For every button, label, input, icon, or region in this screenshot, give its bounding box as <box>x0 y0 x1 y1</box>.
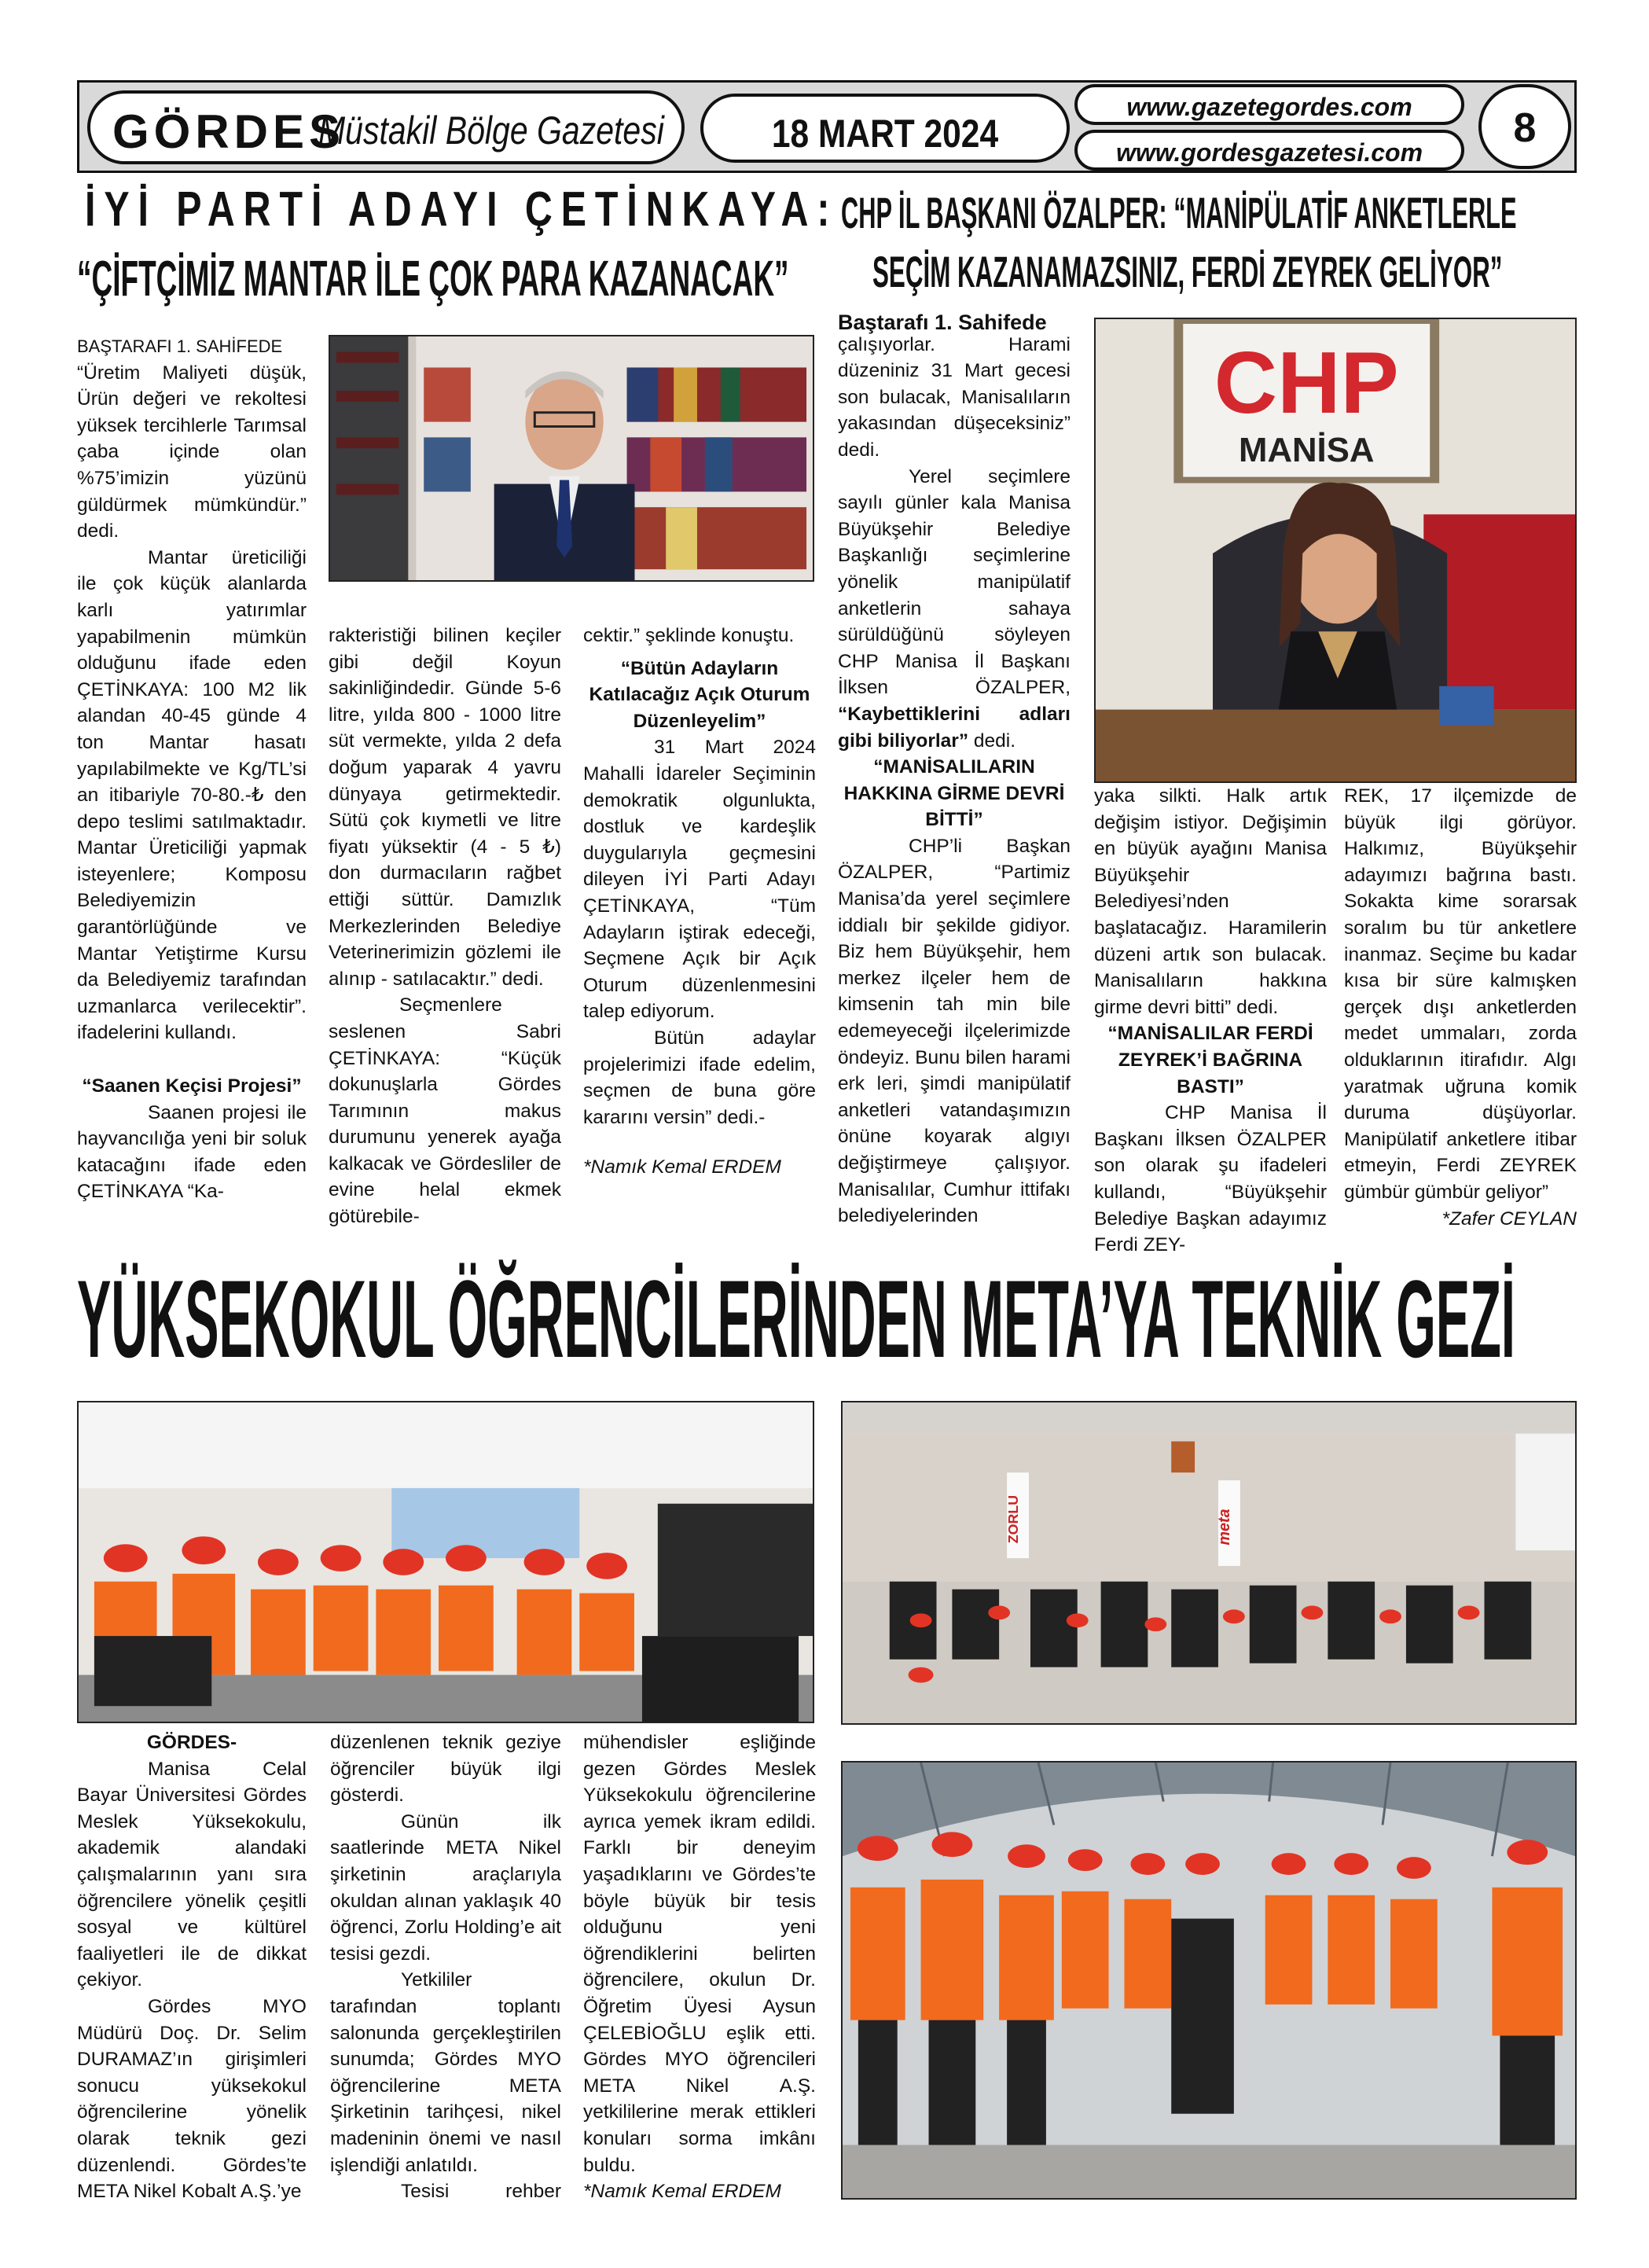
article3-paragraph: düzenlenen teknik geziye öğrenciler büyük ilgi gösterdi. <box>330 1732 561 1807</box>
article1-col3 <box>583 623 816 1181</box>
page-number-pill <box>1478 84 1571 169</box>
masthead <box>77 80 1577 173</box>
url-pill-2 <box>1074 130 1464 171</box>
url-pill-1 <box>1074 84 1464 125</box>
article2-text: dedi. <box>973 730 1016 752</box>
article2-text: Yerel seçimlere sayılı günler kala Manisa Büyükşehir Belediye Başkanlığı seçimlerine yönelik manipülatif anketlerin sahaya sürüldüğünü söyleyen CHP Manisa İl Başkanı İlksen ÖZALPER, <box>838 465 1071 699</box>
article3-dateline: GÖRDES- <box>146 1732 237 1753</box>
brand-name: GÖRDES <box>112 105 346 158</box>
article3-paragraph: Tesisi rehber <box>401 2181 561 2203</box>
article3-photo-control-room <box>77 1401 814 1723</box>
article2-col1 <box>838 310 1071 1230</box>
article1-paragraph: “Üretim Maliyeti düşük, Ürün değeri ve rekoltesi yüksek tercihlerle Tarımsal çaba içinde olan %75’imizin yüzünü güldürmek mümkündür.” dedi. <box>77 362 307 542</box>
article2-headline-line2: SEÇİM KAZANAMAZSINIZ, FERDİ ZEYREK GELİYOR” <box>872 247 1503 296</box>
article2-signature: *Zafer CEYLAN <box>1441 1208 1577 1230</box>
article2-quote-bold: “Kaybettiklerini adları gibi biliyorlar” <box>838 703 1071 752</box>
zorlu-banner-text: ZORLU <box>1004 1494 1022 1544</box>
article2-paragraph <box>838 464 1071 755</box>
article3-paragraph: mühendisler eşliğinde gezen Gördes Meslek Yüksekokulu öğrencilerine ayrıca yemek ikram edildi. Farklı bir deneyim yaşadıklarını ve Gördes’te böyle büyük bir tesis olduğunu yeni öğrendiklerini belirten öğrencilere, okulun Dr. Öğretim Üyesi Aysun ÇELEBİOĞLU eşlik etti. Gördes MYO öğrencileri META Nikel A.Ş. yetkililerine merak ettikleri konuları sorma imkânı buldu. <box>583 1732 816 2176</box>
article1-signature: *Namık Kemal ERDEM <box>583 1156 781 1178</box>
article1-col2 <box>329 623 561 1230</box>
article3-paragraph: Yetkililer tarafından toplantı salonunda gerçekleştirilen sunumda; Gördes MYO öğrencilerine META Şirketinin tarihçesi, nikel madeninin önemi ve nasıl işlendiği anlatıldı. <box>330 1969 561 2176</box>
article2-paragraph: yaka silkti. Halk artık değişim istiyor. Değişimin en büyük ayağını Manisa Büyükşehir Belediyesi’nden başlatacağız. Haramilerin düzeni artık son bulacak. Manisalıların hakkına girme devri bitti” dedi. <box>1094 785 1327 1018</box>
article1-photo <box>329 335 814 582</box>
issue-date: 18 MART 2024 <box>771 112 999 156</box>
article1-subheading: “Bütün Adayların Katılacağız Açık Oturum Düzenleyelim” <box>589 657 810 732</box>
article2-paragraph: CHP’li Başkan ÖZALPER, “Partimiz Manisa’da yerel seçimlere iddialı bir şekilde gidiyor. Biz hem Büyükşehir, hem merkez ilçeler hem de kimsenin tah min bile edemeyeceği ilçelerimizde öndeyiz. Bunu bilen harami erk leri, şimdi manipülatif anketleri vatandaşımızın önüne koyarak algıyı değiştirmeye çalışıyor. Manisalılar, Cumhur ittifakı belediyelerinden <box>838 835 1071 1227</box>
article1-paragraph: Seçmenlere seslenen Sabri ÇETİNKAYA: “Küçük dokunuşlarla Gördes Tarımının makus durumunu yenerek ayağa kalkacak ve Gördesliler de evine helal ekmek götürebile- <box>329 994 561 1228</box>
article1-paragraph: Saanen projesi ile hayvancılığa yeni bir soluk katacağını ifade eden ÇETİNKAYA “Ka- <box>77 1101 307 1203</box>
article2-paragraph: çalışıyorlar. Harami düzeniniz 31 Mart gecesi son bulacak, Manisalıların yakasından düşeceksiniz” dedi. <box>838 333 1071 461</box>
article1-paragraph: cektir.” şeklinde konuştu. <box>583 625 795 646</box>
article2-col2 <box>1094 783 1327 1259</box>
page-number: 8 <box>1513 105 1537 151</box>
date-pill <box>700 94 1070 163</box>
chp-logo-text: CHP <box>1214 333 1399 432</box>
website-url-2[interactable]: www.gordesgazetesi.com <box>1115 138 1423 167</box>
article3-paragraph: Manisa Celal Bayar Üniversitesi Gördes Meslek Yüksekokulu, akademik alandaki çalışmalarının yanı sıra öğrencilere yönelik çeşitli sosyal ve kültürel faaliyetleri ile de dikkat çekiyor. <box>77 1758 307 1991</box>
article1-subheading: “Saanen Keçisi Projesi” <box>82 1075 302 1097</box>
article1-headline: “ÇİFTÇİMİZ MANTAR İLE ÇOK PARA KAZANACAK” <box>77 250 789 307</box>
article2-paragraph: CHP Manisa İl Başkanı İlksen ÖZALPER son olarak şu ifadeleri kullandı, “Büyükşehir Belediye Başkan adayımız Ferdi ZEY- <box>1094 1102 1327 1256</box>
article2-subheading: “MANİSALILAR FERDİ ZEYREK’İ BAĞRINA BASTI” <box>1107 1023 1313 1097</box>
article3-photo-group <box>841 1761 1577 2200</box>
article3-col2 <box>330 1729 561 2205</box>
article1-continued-note: BAŞTARAFI 1. SAHİFEDE <box>77 336 283 356</box>
article1-col1 <box>77 333 307 1205</box>
article3-col3 <box>583 1729 816 2205</box>
brand-subtitle: Müstakil Bölge Gazetesi <box>318 108 664 153</box>
article2-paragraph: REK, 17 ilçemizde de büyük ilgi görüyor. Halkımız, Büyükşehir adayımızı bağrına bastı. Sokakta kime sorarsak soralım bu tür anketlere inanmaz. Seçime bu kadar kısa bir süre kalmışken gerçek dışı anketlerden medet ummaları, zorda olduklarının itirafıdır. Algı yaratmak uğruna komik duruma düşüyorlar. Manipülatif anketlere itibar etmeyin, Ferdi ZEYREK gümbür gümbür geliyor” <box>1344 785 1577 1203</box>
brand-pill <box>87 90 685 164</box>
article1-paragraph: Bütün adaylar projelerimizi ifade edelim, seçmen de buna göre kararını versin” dedi.- <box>583 1027 816 1128</box>
article3-photo-conference-room <box>841 1401 1577 1725</box>
article1-paragraph: 31 Mart 2024 Mahalli İdareler Seçiminin demokratik olgunlukta, dostluk ve kardeşlik duygularıyla geçmesini dileyen İYİ Parti Adayı ÇETİNKAYA, “Tüm Adayların iştirak edeceği, Seçmene Açık bir Açık Oturum düzenlenmesini talep ediyorum. <box>583 737 816 1023</box>
article3-paragraph: Günün ilk saatlerinde META Nikel şirketinin araçlarıyla okuldan alınan yaklaşık 40 öğrenci, Zorlu Holding’e ait tesisi gezdi. <box>330 1810 561 1965</box>
article3-signature: *Namık Kemal ERDEM <box>583 2181 781 2203</box>
article1-paragraph: rakteristiği bilinen keçiler gibi değil Koyun sakinliğindedir. Günde 5-6 litre, yılda 800 - 1000 litre süt vermekte, yılda 2 defa doğum yaparak 4 yavru dünyaya getirmektedir. Sütü çok kıymetli ve litre fiyatı yüksektir (4 - 5 ₺) don durmacıların rağbet ettiği süttür. Damızlık Merkezlerinden Belediye Veterinerimizin gözlemi ile alınıp - satılacaktır.” dedi. <box>329 625 561 990</box>
article3-headline: YÜKSEKOKUL ÖĞRENCİLERİNDEN META’YA TEKNİK GEZİ <box>77 1257 1515 1380</box>
chp-logo-subtext: MANİSA <box>1239 430 1375 469</box>
article1-paragraph: Mantar üreticiliği ile çok küçük alanlarda karlı yatırımlar yapabilmenin mümkün olduğunu ifade eden ÇETİNKAYA: 100 M2 lik alandan 40-45 günde 4 ton Mantar hasatı yapılabilmekte ve Kg/TL’si an itibariyle 70-80.-₺ den depo teslimi satılmaktadır. Mantar Üreticiliği yapmak isteyenlere; Komposu Belediyemizin garantörlüğünde ve Mantar Yetiştirme Kursu da Belediyemiz tarafından uzmanlarca verilecektir”. ifadelerini kullandı. <box>77 546 307 1044</box>
article2-subheading: “MANİSALILARIN HAKKINA GİRME DEVRİ BİTTİ” <box>843 756 1065 831</box>
article2-col3 <box>1344 783 1577 1232</box>
article3-paragraph: Gördes MYO Müdürü Doç. Dr. Selim DURAMAZ’ın girişimleri sonucu yüksekokul öğrencilerine yönelik olarak teknik gezi düzenlendi. Gördes’te META Nikel Kobalt A.Ş.’ye <box>77 1995 307 2203</box>
article2-headline-line1: CHP İL BAŞKANI ÖZALPER: “MANİPÜLATİF ANKETLERLE <box>841 188 1517 237</box>
article3-col1 <box>77 1729 307 2205</box>
article1-kicker: İYİ PARTİ ADAYI ÇETİNKAYA: <box>85 182 839 237</box>
website-url-1[interactable]: www.gazetegordes.com <box>1126 93 1412 121</box>
article2-photo <box>1094 318 1577 783</box>
meta-banner-text: meta <box>1215 1509 1233 1546</box>
article2-continued-note: Baştarafı 1. Sahifede <box>838 311 1047 334</box>
